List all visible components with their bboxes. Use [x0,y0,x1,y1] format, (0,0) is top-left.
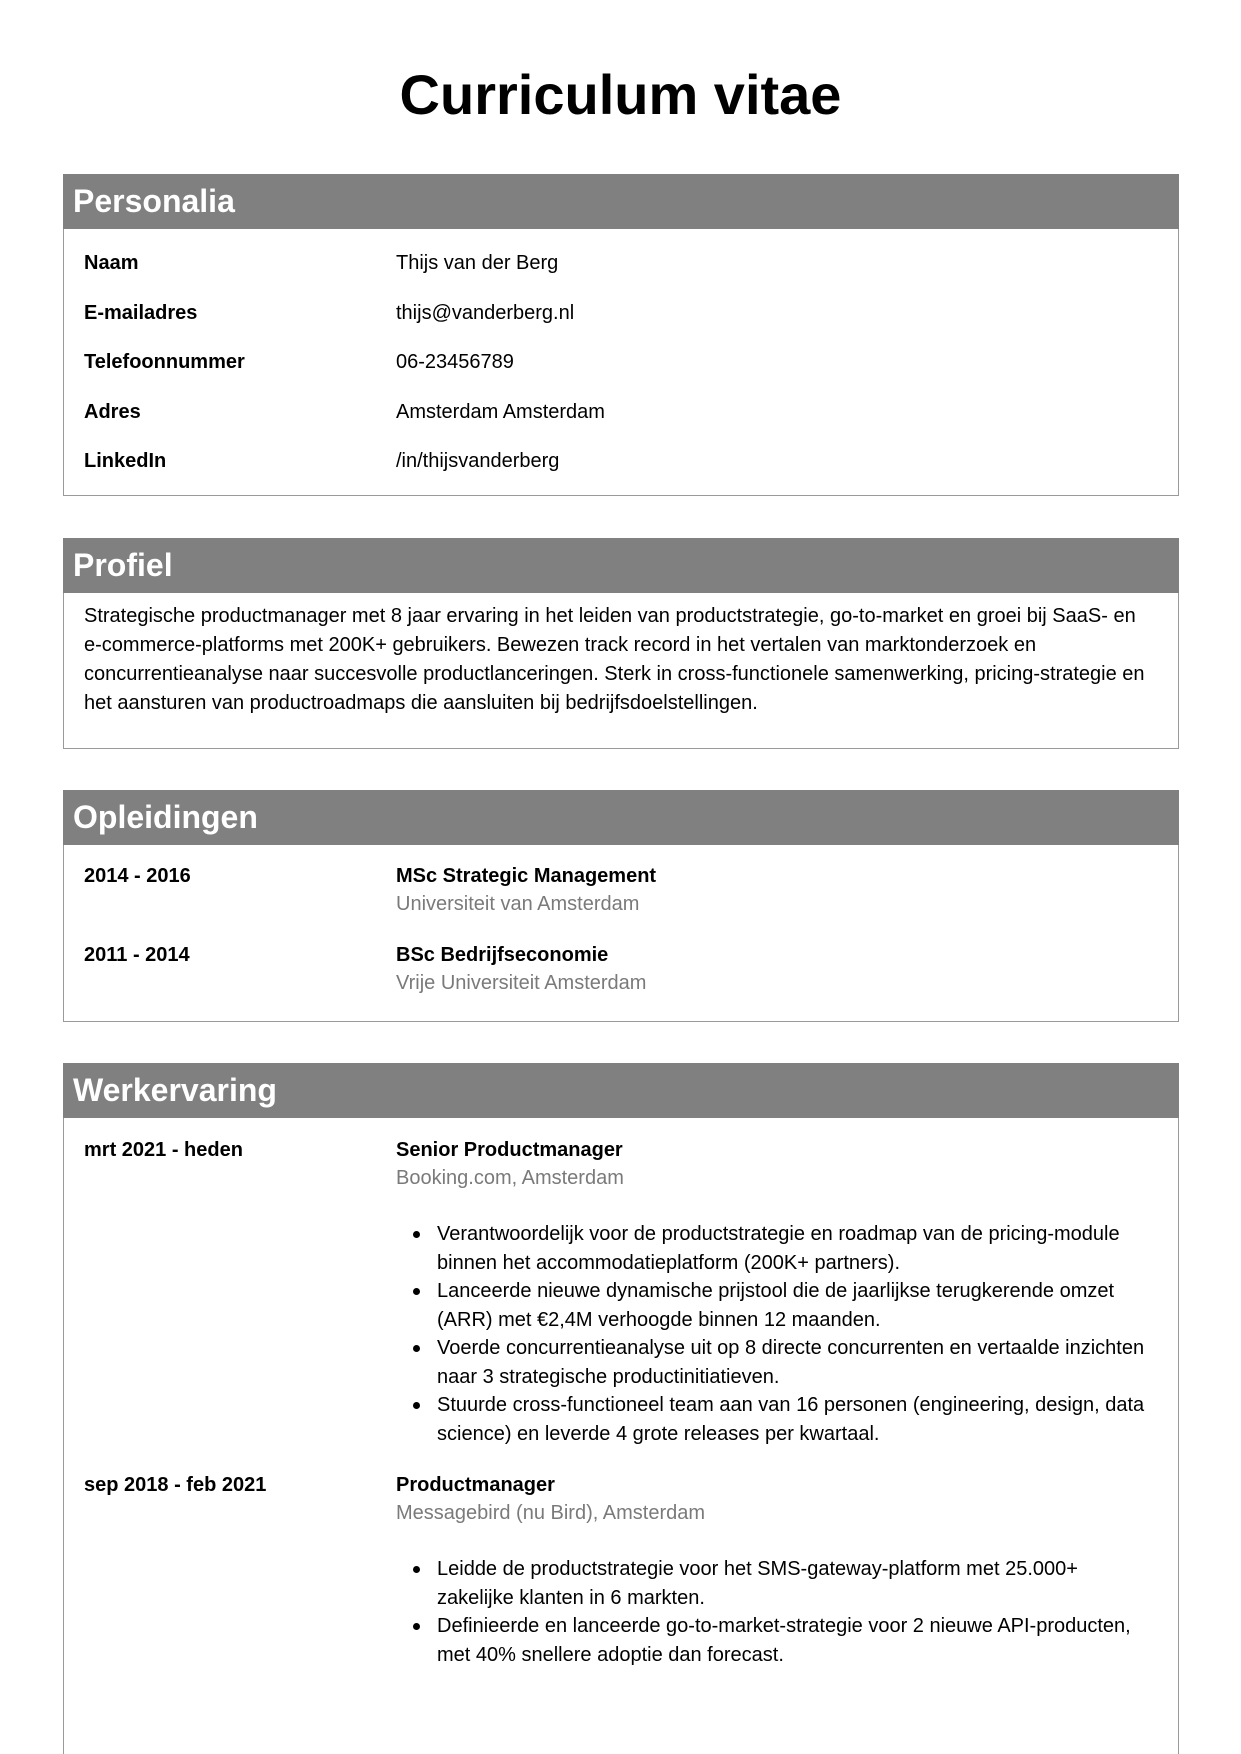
opleidingen-heading: Opleidingen [63,790,1179,845]
entry-title: BSc Bedrijfseconomie [396,944,609,966]
personalia-row-linkedin [84,441,1158,491]
field-value: 06-23456789 [396,351,514,373]
profiel-section [63,538,1179,749]
page-title: Curriculum vitae [399,63,842,126]
bullet-item: Verantwoordelijk voor de productstrategie en roadmap van de pricing-module binnen het accommodatieplatform (200K+ partners). [437,1220,1158,1277]
education-entry [84,862,1158,941]
entry-date: 2014 - 2016 [84,865,191,887]
bullet-item: Definieerde en lanceerde go-to-market-strategie voor 2 nieuwe API-producten, met 40% snellere adoptie dan forecast. [437,1612,1158,1669]
entry-date: mrt 2021 - heden [84,1139,243,1161]
opleidingen-section [63,790,1179,1022]
field-label: Adres [84,400,141,423]
education-entry [84,941,1158,997]
entry-date: sep 2018 - feb 2021 [84,1474,267,1496]
personalia-row-address [84,392,1158,442]
bullet-item: Stuurde cross-functioneel team aan van 16 personen (engineering, design, data science) en leverde 4 grote releases per kwartaal. [437,1391,1158,1448]
work-entry [84,1136,1158,1471]
entry-institution: Vrije Universiteit Amsterdam [396,972,647,994]
bullet-item: Leidde de productstrategie voor het SMS-gateway-platform met 25.000+ zakelijke klanten in 6 markten. [437,1555,1158,1612]
entry-title: Senior Productmanager [396,1139,623,1161]
personalia-row-email [84,293,1158,343]
profile-text: Strategische productmanager met 8 jaar ervaring in het leiden van productstrategie, go-to-market en groei bij SaaS- en e-commerce-platforms met 200K+ gebruikers. Bewezen track record in het vertalen van marktonderzoek en concurrentieanalyse naar succesvolle productlanceringen. Sterk in cross-functionele samenwerking, pricing-strategie en het aansturen van productroadmaps die aansluiten bij bedrijfsdoelstellingen. [84,605,1145,714]
bullet-list [396,1220,1158,1448]
work-entry [84,1471,1158,1669]
entry-date: 2011 - 2014 [84,944,190,966]
bullet-item: Voerde concurrentieanalyse uit op 8 directe concurrenten en vertaalde inzichten naar 3 strategische productinitiatieven. [437,1334,1158,1391]
field-value: Amsterdam Amsterdam [396,400,605,423]
bullet-item: Lanceerde nieuwe dynamische prijstool die de jaarlijkse terugkerende omzet (ARR) met €2,4M verhoogde binnen 12 maanden. [437,1277,1158,1334]
bullet-list [396,1555,1158,1669]
field-value: /in/thijsvanderberg [396,450,560,472]
entry-company: Messagebird (nu Bird), Amsterdam [396,1502,706,1524]
entry-title: MSc Strategic Management [396,865,657,887]
entry-title: Productmanager [396,1474,555,1496]
personalia-row-phone [84,342,1158,392]
werkervaring-heading: Werkervaring [63,1063,1179,1118]
profiel-heading: Profiel [63,538,1179,593]
entry-company: Booking.com, Amsterdam [396,1167,624,1189]
personalia-heading: Personalia [63,174,1179,229]
personalia-row-name [84,243,1158,293]
field-value: thijs@vanderberg.nl [396,301,575,324]
field-label: Naam [84,252,139,274]
entry-institution: Universiteit van Amsterdam [396,893,640,915]
werkervaring-section [63,1063,1179,1754]
personalia-section [63,174,1179,496]
field-label: E-mailadres [84,301,198,324]
field-label: Telefoonnummer [84,351,245,373]
field-value: Thijs van der Berg [396,252,559,274]
field-label: LinkedIn [84,450,167,472]
